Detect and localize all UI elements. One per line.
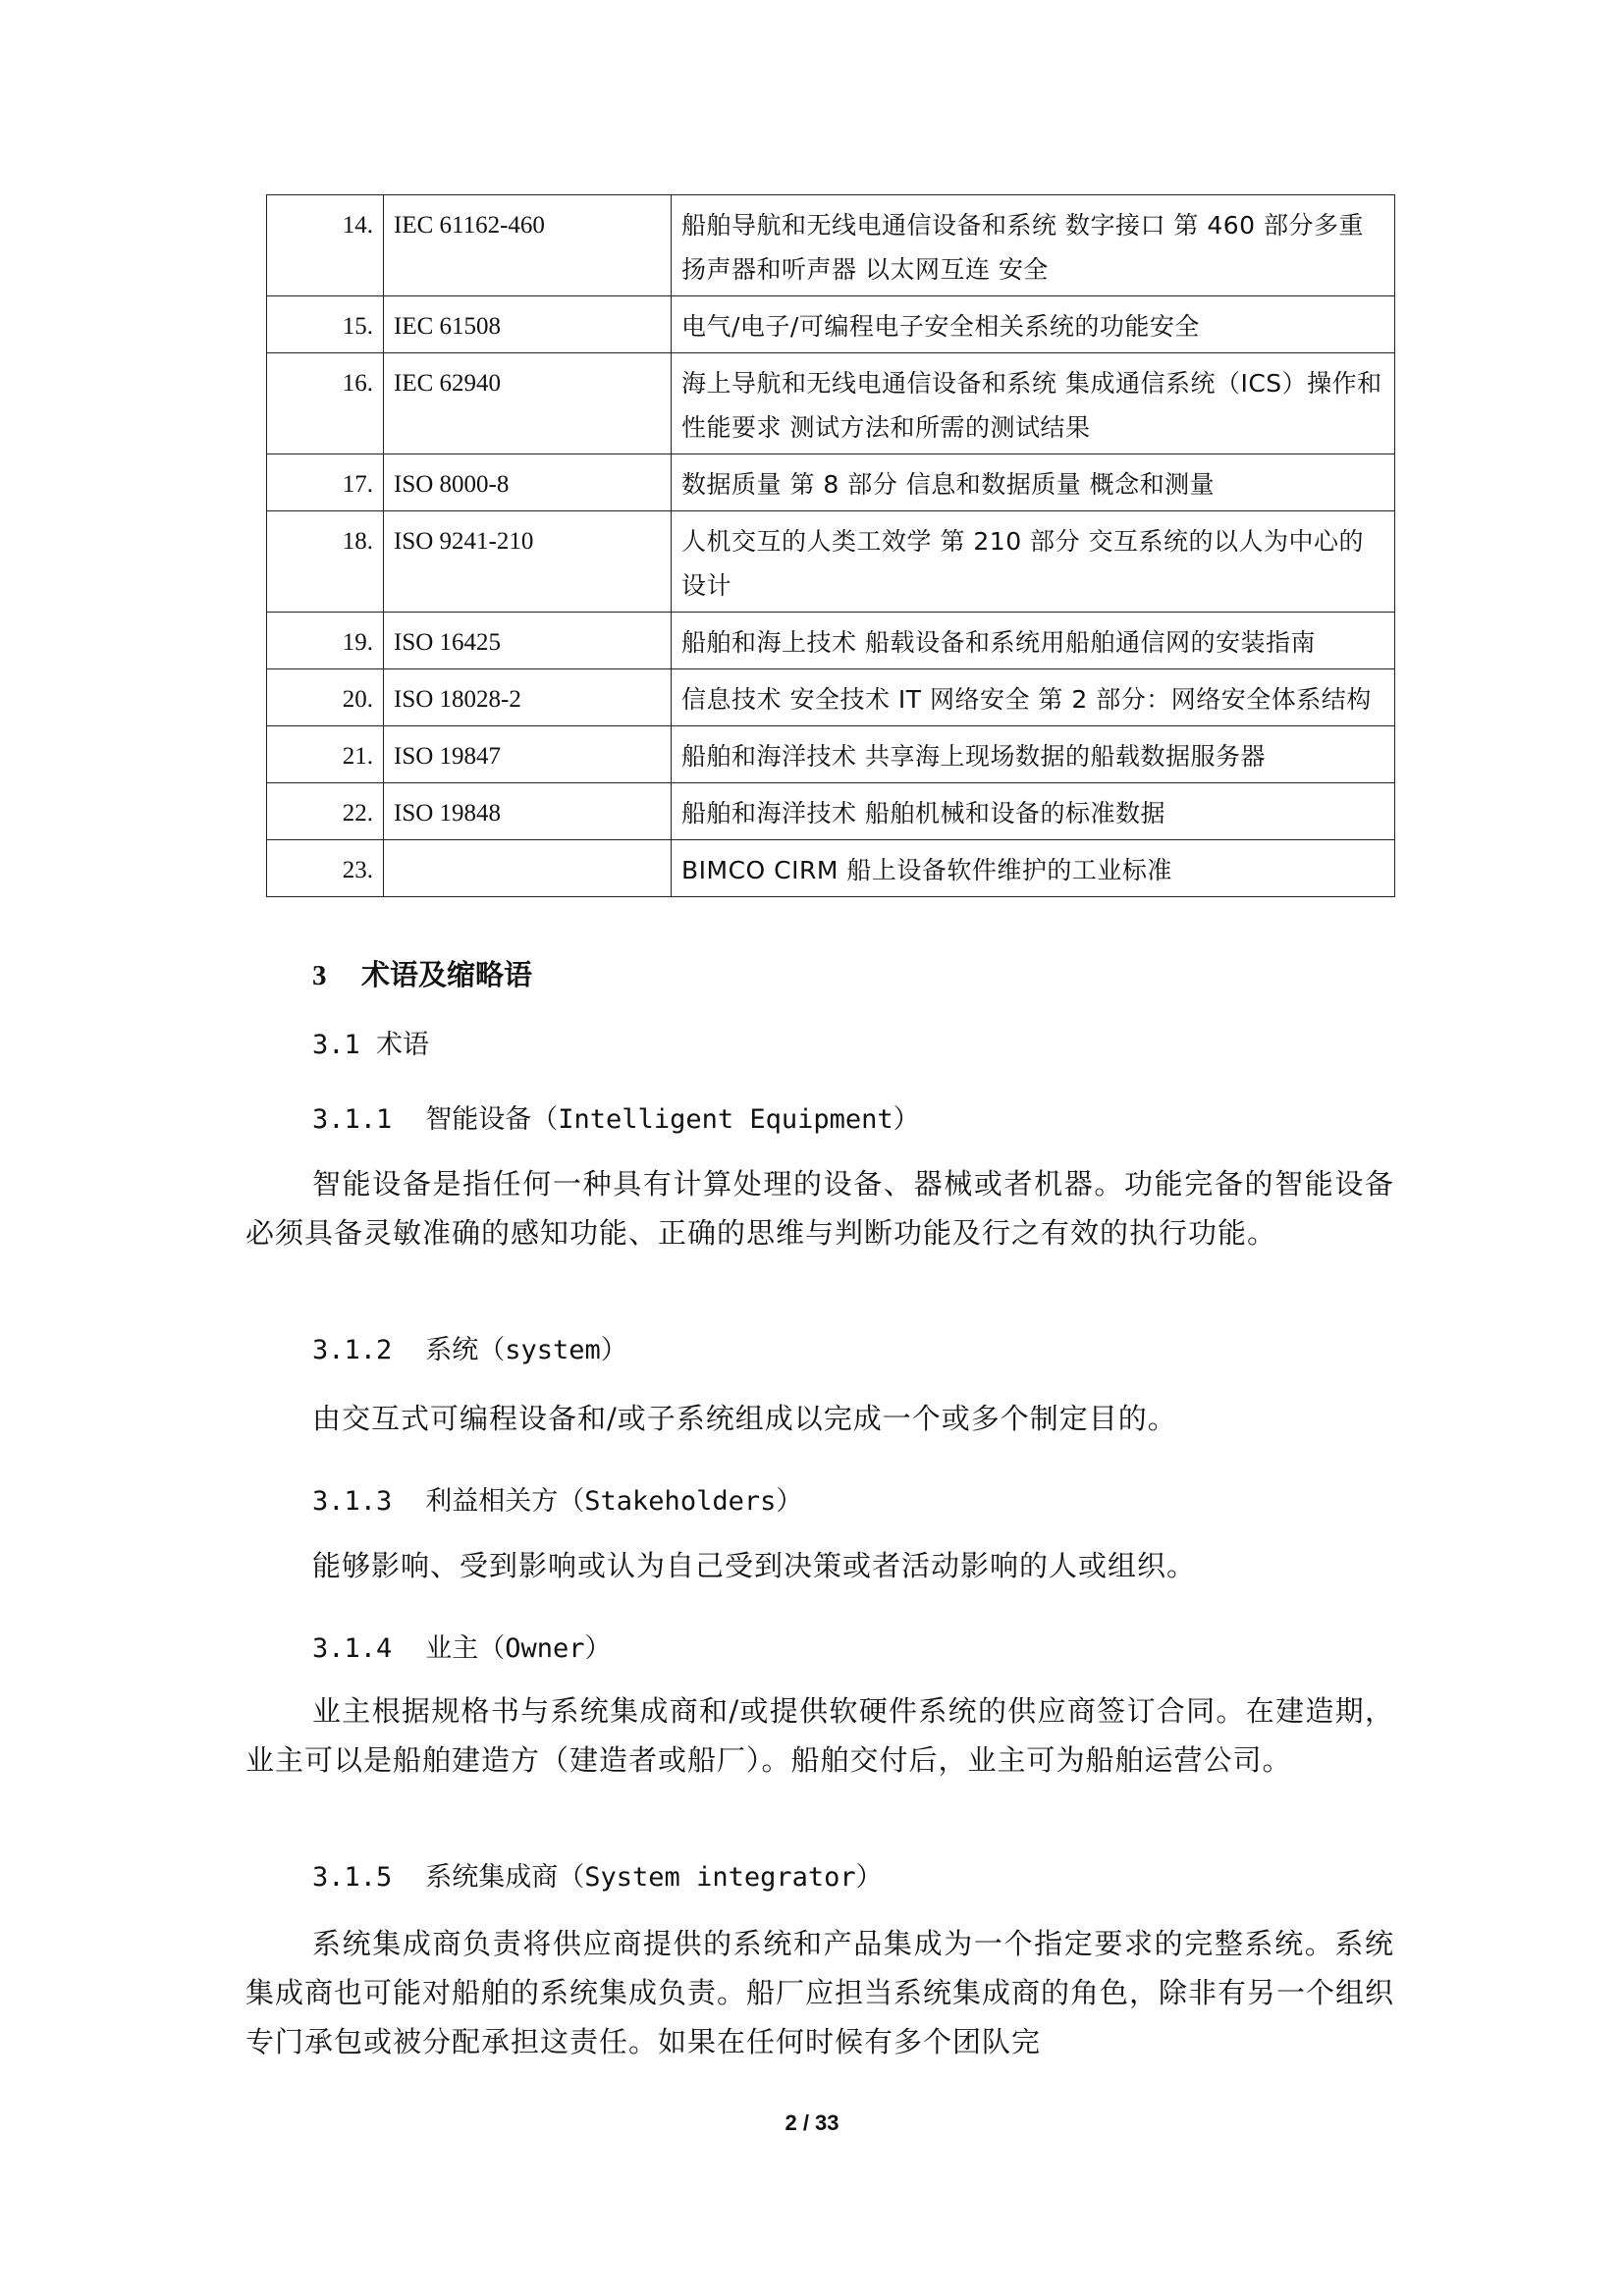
term-number: 3.1.5 [312,1862,393,1893]
standard-code: ISO 9241-210 [384,511,672,613]
table-row [267,669,1395,726]
table-row [267,353,1395,454]
row-number: 18. [267,511,384,613]
standard-title: BIMCO CIRM 船上设备软件维护的工业标准 [672,840,1395,897]
section-heading [312,953,1461,993]
section-number: 3 [312,960,327,991]
term-label: 利益相关方（Stakeholders） [425,1486,803,1517]
term-label: 系统（system） [425,1335,627,1365]
standard-title: 船舶导航和无线电通信设备和系统 数字接口 第 460 部分多重扬声器和听声器 以太网互连 安全 [672,195,1395,296]
row-number: 22. [267,783,384,840]
standard-title: 船舶和海洋技术 船舶机械和设备的标准数据 [672,783,1395,840]
table-row [267,840,1395,897]
standard-title: 人机交互的人类工效学 第 210 部分 交互系统的以人为中心的设计 [672,511,1395,613]
page-number: 2 / 33 [785,2110,839,2135]
table-row [267,783,1395,840]
standard-code: IEC 62940 [384,353,672,454]
term-number: 3.1.1 [312,1104,393,1135]
table-row [267,726,1395,783]
term-definition: 业主根据规格书与系统集成商和/或提供软硬件系统的供应商签订合同。在建造期，业主可以是船舶建造方（建造者或船厂）。船舶交付后，业主可为船舶运营公司。 [245,1694,1394,1777]
row-number: 20. [267,669,384,726]
standard-title: 信息技术 安全技术 IT 网络安全 第 2 部分：网络安全体系结构 [672,669,1395,726]
standard-code: ISO 19848 [384,783,672,840]
table-row [267,454,1395,511]
standard-code [384,840,672,897]
term-definition: 系统集成商负责将供应商提供的系统和产品集成为一个指定要求的完整系统。系统集成商也可能对船舶的系统集成负责。船厂应担当系统集成商的角色，除非有另一个组织专门承包或被分配承担这责任。如果在任何时候有多个团队完 [245,1927,1395,2058]
table-row [267,195,1395,296]
subsection-heading: 3.1 术语 [312,1030,430,1060]
term-label: 业主（Owner） [425,1633,612,1664]
term-heading [312,1627,1461,1665]
table-row [267,511,1395,613]
standard-title: 数据质量 第 8 部分 信息和数据质量 概念和测量 [672,454,1395,511]
standard-code: ISO 18028-2 [384,669,672,726]
row-number: 19. [267,613,384,669]
term-heading [312,1097,1461,1136]
standard-code: IEC 61162-460 [384,195,672,296]
standards-table-body [267,195,1395,897]
section-title: 术语及缩略语 [361,958,533,991]
term-number: 3.1.2 [312,1335,393,1365]
row-number: 14. [267,195,384,296]
standards-table [266,194,1395,897]
term-heading [312,1328,1461,1366]
term-definition: 能够影响、受到影响或认为自己受到决策或者活动影响的人或组织。 [312,1549,1197,1582]
term-heading [312,1479,1461,1518]
term-label: 系统集成商（System integrator） [425,1862,883,1893]
standard-title: 船舶和海上技术 船载设备和系统用船舶通信网的安装指南 [672,613,1395,669]
term-definition: 由交互式可编程设备和/或子系统组成以完成一个或多个制定目的。 [312,1402,1177,1435]
term-heading [312,1855,1461,1894]
term-definition: 智能设备是指任何一种具有计算处理的设备、器械或者机器。功能完备的智能设备必须具备灵敏准确的感知功能、正确的思维与判断功能及行之有效的执行功能。 [245,1167,1394,1250]
row-number: 16. [267,353,384,454]
row-number: 17. [267,454,384,511]
standard-code: ISO 19847 [384,726,672,783]
standard-code: IEC 61508 [384,296,672,353]
standard-code: ISO 8000-8 [384,454,672,511]
table-row [267,613,1395,669]
term-number: 3.1.3 [312,1486,393,1517]
row-number: 15. [267,296,384,353]
term-number: 3.1.4 [312,1633,393,1664]
standard-title: 电气/电子/可编程电子安全相关系统的功能安全 [672,296,1395,353]
standard-title: 船舶和海洋技术 共享海上现场数据的船载数据服务器 [672,726,1395,783]
row-number: 21. [267,726,384,783]
table-row [267,296,1395,353]
standard-code: ISO 16425 [384,613,672,669]
standard-title: 海上导航和无线电通信设备和系统 集成通信系统（ICS）操作和性能要求 测试方法和所需的测试结果 [672,353,1395,454]
row-number: 23. [267,840,384,897]
term-label: 智能设备（Intelligent Equipment） [425,1104,920,1135]
